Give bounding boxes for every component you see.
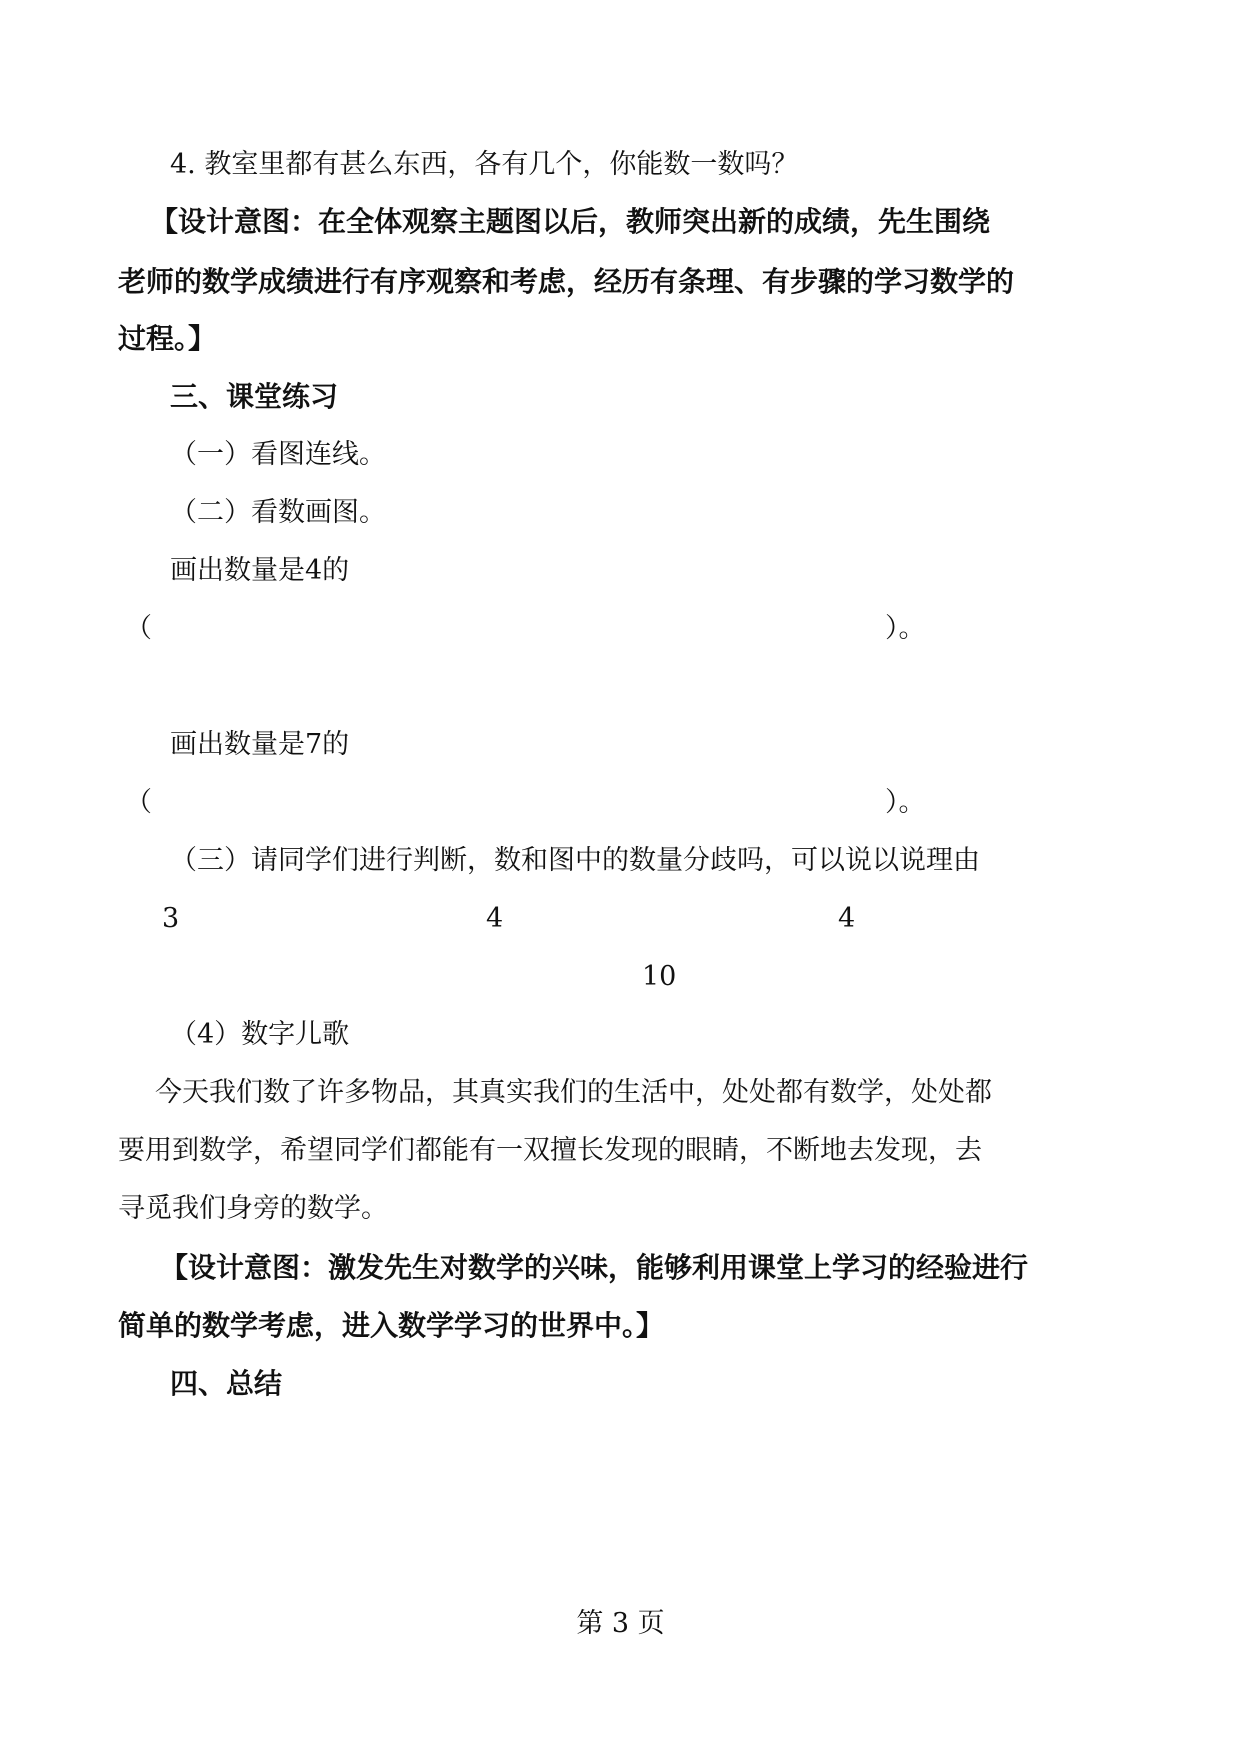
design-intent-2-line-2: 简单的数学考虑，进入数学学习的世界中。】 <box>118 1309 665 1342</box>
draw-4-prompt: 画出数量是4的 <box>170 555 350 586</box>
exercise-4: （4）数字儿歌 <box>170 1019 350 1050</box>
draw-7-prompt: 画出数量是7的 <box>170 729 350 760</box>
judge-number-4: 10 <box>642 961 677 992</box>
section-4-heading: 四、总结 <box>170 1367 283 1400</box>
exercise-3: （三）请同学们进行判断，数和图中的数量分歧吗，可以说以说理由 <box>170 845 980 876</box>
blank-close-paren-1: ）。 <box>885 613 926 644</box>
exercise-1: （一）看图连线。 <box>170 439 386 470</box>
judge-number-2: 4 <box>486 903 504 934</box>
judge-number-1: 3 <box>162 903 180 934</box>
blank-open-paren-2: （ <box>125 787 152 818</box>
number-song-line-3: 寻觅我们身旁的数学。 <box>118 1193 388 1224</box>
number-song-line-1: 今天我们数了许多物品，其真实我们的生活中，处处都有数学，处处都 <box>155 1077 992 1108</box>
page-footer: 第 3 页 <box>576 1608 665 1639</box>
blank-close-paren-2: ）。 <box>885 787 926 818</box>
question-4: 4. 教室里都有甚么东西，各有几个，你能数一数吗？ <box>170 149 799 180</box>
design-intent-1-line-3: 过程。】 <box>118 322 217 355</box>
design-intent-1-line-2: 老师的数学成绩进行有序观察和考虑，经历有条理、有步骤的学习数学的 <box>118 265 1015 298</box>
section-3-heading: 三、课堂练习 <box>170 380 339 413</box>
design-intent-1-line-1: 【设计意图：在全体观察主题图以后，教师突出新的成绩，先生围绕 <box>150 205 991 238</box>
design-intent-2-line-1: 【设计意图：激发先生对数学的兴味，能够利用课堂上学习的经验进行 <box>160 1251 1029 1284</box>
number-song-line-2: 要用到数学，希望同学们都能有一双擅长发现的眼睛，不断地去发现，去 <box>118 1135 982 1166</box>
blank-open-paren-1: （ <box>125 613 152 644</box>
judge-number-3: 4 <box>838 903 856 934</box>
exercise-2: （二）看数画图。 <box>170 497 386 528</box>
